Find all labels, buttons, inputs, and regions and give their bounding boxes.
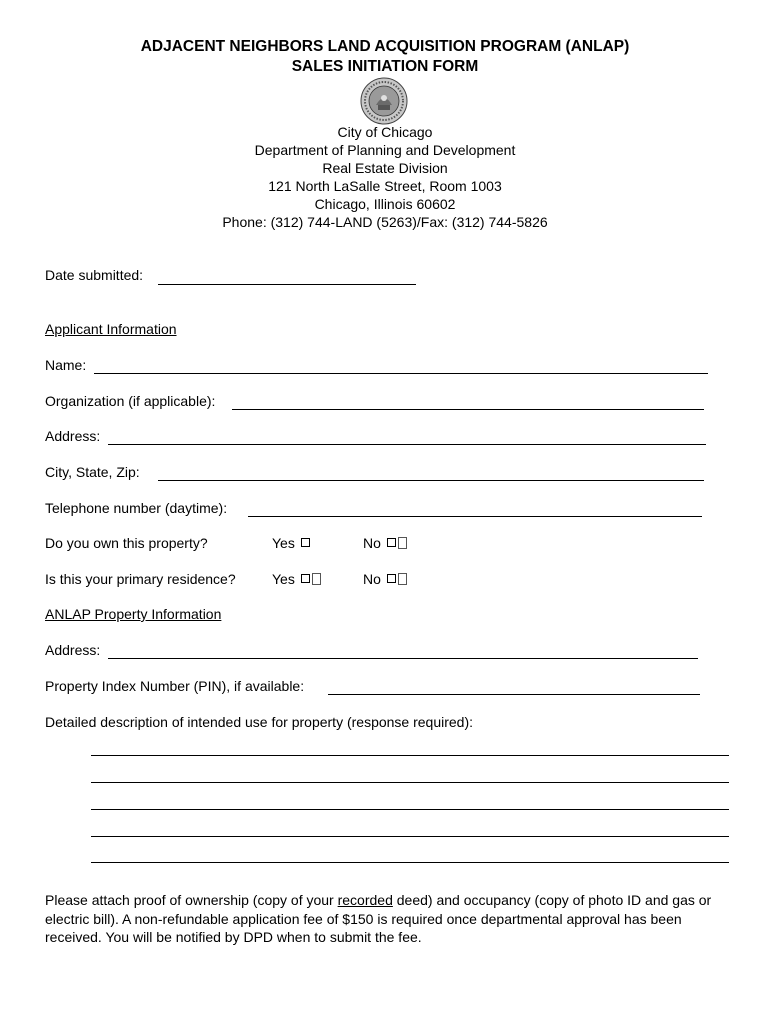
note-recorded: recorded bbox=[337, 892, 393, 908]
city-state-zip-field[interactable] bbox=[158, 480, 704, 481]
own-property-no-label: No bbox=[363, 535, 381, 551]
city-seal-icon bbox=[360, 77, 408, 125]
own-property-yes-checkbox[interactable] bbox=[301, 538, 310, 547]
date-submitted-label: Date submitted: bbox=[45, 267, 144, 283]
own-property-yes[interactable] bbox=[272, 535, 310, 551]
pin-field[interactable] bbox=[328, 694, 700, 695]
note-part2: deed) and occupancy (copy of photo ID and gas or electric bill). A non-refundable application fee of $150 is required once departmental approval has been received. You will be notified by DPD when to submit the fee. bbox=[45, 892, 712, 945]
description-line[interactable] bbox=[91, 836, 729, 837]
address-line-city: City of Chicago bbox=[337, 124, 433, 140]
form-title-line2: SALES INITIATION FORM bbox=[291, 58, 479, 75]
address-field[interactable] bbox=[108, 444, 706, 445]
primary-residence-yes[interactable] bbox=[272, 571, 321, 587]
name-field[interactable] bbox=[94, 373, 708, 374]
address-line-division: Real Estate Division bbox=[322, 160, 448, 176]
missing-glyph-icon bbox=[312, 573, 321, 585]
note-part1: Please attach proof of ownership (copy of your bbox=[45, 892, 338, 908]
description-line[interactable] bbox=[91, 862, 729, 863]
telephone-field[interactable] bbox=[248, 516, 702, 517]
date-submitted-field[interactable] bbox=[158, 284, 416, 285]
form-title-line1: ADJACENT NEIGHBORS LAND ACQUISITION PROGRAM (ANLAP) bbox=[140, 38, 630, 55]
primary-residence-no-checkbox[interactable] bbox=[387, 574, 396, 583]
missing-glyph-icon bbox=[398, 537, 407, 549]
property-address-field[interactable] bbox=[108, 658, 698, 659]
missing-glyph-icon bbox=[398, 573, 407, 585]
property-information-heading: ANLAP Property Information bbox=[45, 606, 222, 622]
telephone-label: Telephone number (daytime): bbox=[45, 500, 228, 516]
address-line-zip: Chicago, Illinois 60602 bbox=[314, 196, 456, 212]
address-line-street: 121 North LaSalle Street, Room 1003 bbox=[268, 178, 502, 194]
description-line[interactable] bbox=[91, 755, 729, 756]
description-line[interactable] bbox=[91, 782, 729, 783]
organization-label: Organization (if applicable): bbox=[45, 393, 216, 409]
primary-residence-yes-checkbox[interactable] bbox=[301, 574, 310, 583]
own-property-no-checkbox[interactable] bbox=[387, 538, 396, 547]
pin-label: Property Index Number (PIN), if available: bbox=[45, 678, 305, 694]
address-line-phone: Phone: (312) 744-LAND (5263)/Fax: (312) 744-5826 bbox=[222, 214, 548, 230]
city-state-zip-label: City, State, Zip: bbox=[45, 464, 140, 480]
address-line-department: Department of Planning and Development bbox=[254, 142, 516, 158]
primary-residence-no-label: No bbox=[363, 571, 381, 587]
own-property-yes-label: Yes bbox=[272, 535, 295, 551]
applicant-information-heading: Applicant Information bbox=[45, 321, 177, 337]
description-label: Detailed description of intended use for property (response required): bbox=[45, 714, 474, 730]
address-label: Address: bbox=[45, 428, 101, 444]
organization-field[interactable] bbox=[232, 409, 704, 410]
own-property-question: Do you own this property? bbox=[45, 535, 208, 551]
primary-residence-yes-label: Yes bbox=[272, 571, 295, 587]
property-address-label: Address: bbox=[45, 642, 101, 658]
description-line[interactable] bbox=[91, 809, 729, 810]
name-label: Name: bbox=[45, 357, 87, 373]
instructions-note bbox=[45, 891, 735, 947]
primary-residence-no[interactable] bbox=[363, 571, 407, 587]
primary-residence-question: Is this your primary residence? bbox=[45, 571, 236, 587]
own-property-no[interactable] bbox=[363, 535, 407, 551]
